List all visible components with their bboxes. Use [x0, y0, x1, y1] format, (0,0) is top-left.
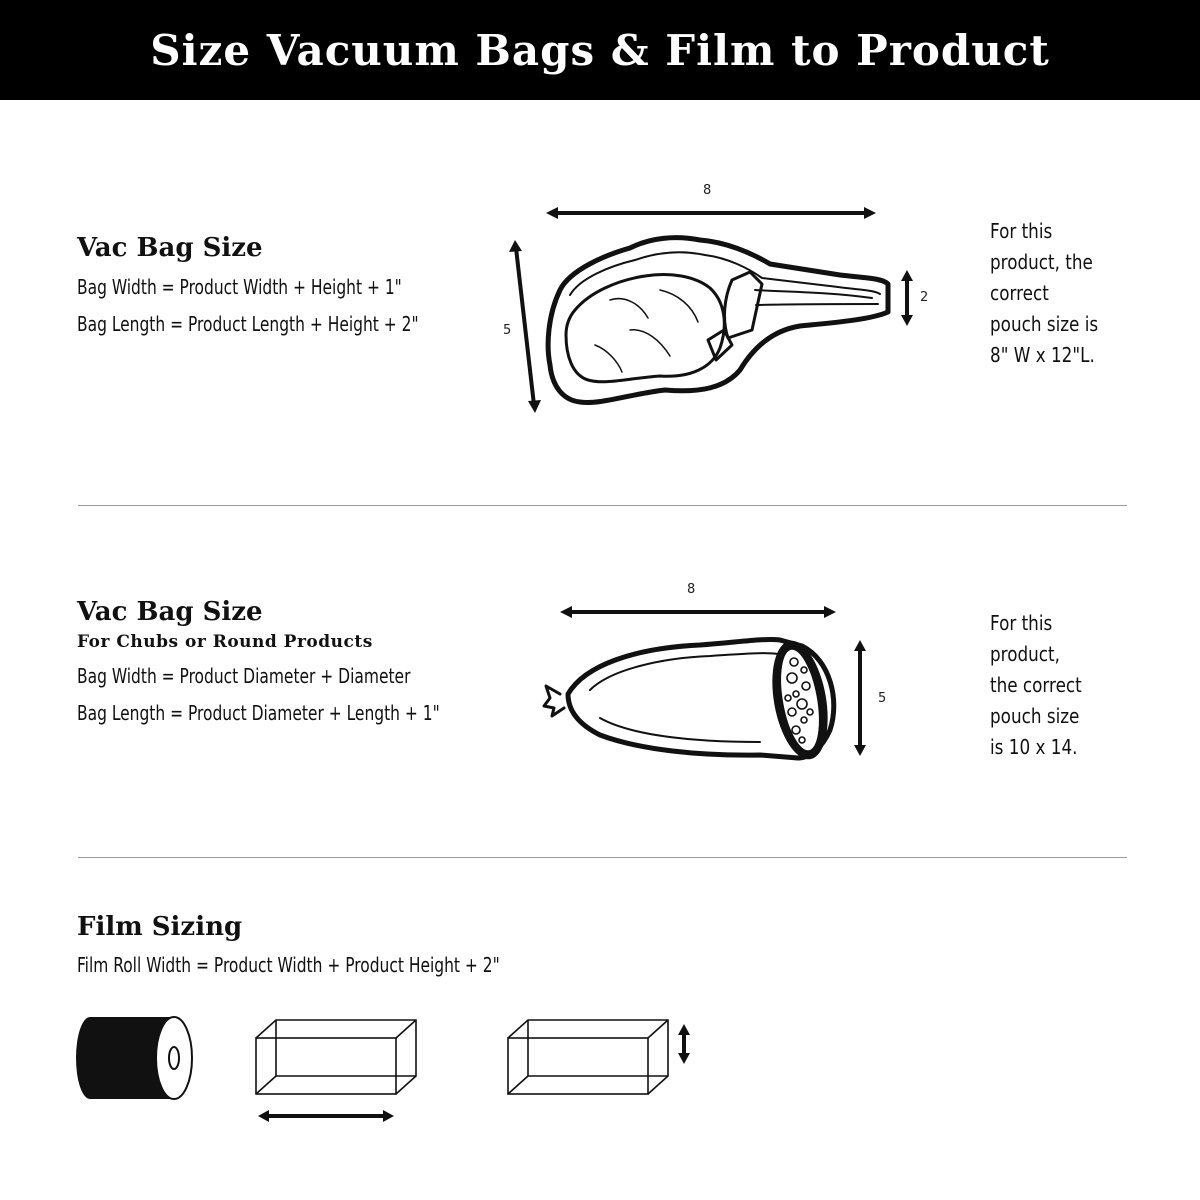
divider	[78, 505, 1127, 506]
steak-icon	[500, 180, 900, 420]
section2-note-line: product,	[990, 642, 1060, 666]
section3-formula: Film Roll Width = Product Width + Product Height + 2"	[77, 953, 500, 977]
section1-formula-length: Bag Length = Product Length + Height + 2"	[77, 312, 419, 336]
section1-length-label: 5	[503, 323, 512, 338]
section1-heading: Vac Bag Size	[77, 233, 263, 263]
section3-heading: Film Sizing	[77, 912, 243, 942]
divider	[78, 857, 1127, 858]
section1-formula-width: Bag Width = Product Width + Height + 1"	[77, 275, 402, 299]
section1-height-label: 2	[920, 290, 929, 305]
section2-subheading: For Chubs or Round Products	[77, 632, 373, 652]
box-height-icon	[506, 1018, 696, 1098]
sausage-chub-icon	[540, 590, 900, 780]
section2-note-line: For this	[990, 611, 1053, 635]
section2-note-line: pouch size	[990, 704, 1080, 728]
section2-diameter-label: 5	[878, 691, 887, 706]
section1-width-label: 8	[703, 183, 712, 198]
film-roll-icon	[76, 1015, 196, 1101]
page-title: Size Vacuum Bags & Film to Product	[150, 25, 1050, 75]
section2-length-label: 8	[687, 582, 696, 597]
section2-note-line: the correct	[990, 673, 1082, 697]
section1-note-line: pouch size is	[990, 312, 1099, 336]
header-banner	[0, 0, 1200, 100]
section1-note-line: For this	[990, 219, 1053, 243]
section2-formula-length: Bag Length = Product Diameter + Length + 1"	[77, 701, 440, 725]
section1-note-line: correct	[990, 281, 1049, 305]
section1-note	[990, 216, 1098, 371]
section1-note-line: 8" W x 12"L.	[990, 343, 1095, 367]
section2-note	[990, 608, 1082, 763]
section2-note-line: is 10 x 14.	[990, 735, 1078, 759]
section2-heading: Vac Bag Size	[77, 597, 263, 627]
section2-formula-width: Bag Width = Product Diameter + Diameter	[77, 664, 411, 688]
section1-note-line: product, the	[990, 250, 1093, 274]
box-width-icon	[254, 1018, 424, 1128]
